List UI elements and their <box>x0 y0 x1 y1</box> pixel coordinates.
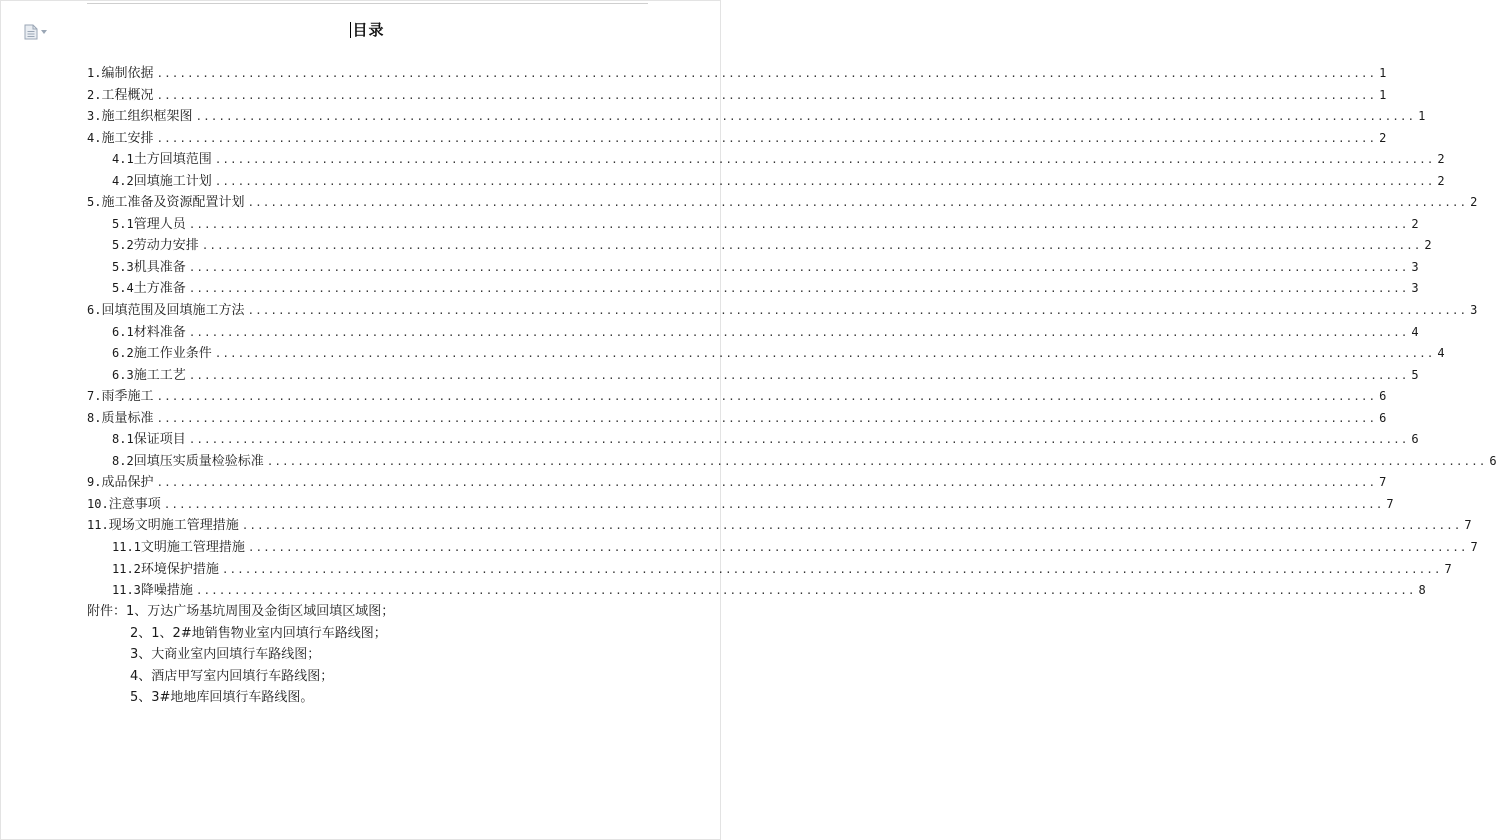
toc-entry-number: 5.4 <box>112 281 134 296</box>
toc-dot-leader: ................................................................................................................................................................ <box>188 325 1409 339</box>
toc-entry-title: 工程概况 <box>101 87 154 103</box>
page-title: 目录 <box>352 21 385 39</box>
toc-entry[interactable] <box>87 385 1387 407</box>
toc-entry-number: 11.3 <box>112 583 141 598</box>
toc-entry-number: 4.2 <box>112 173 134 188</box>
toc-entry[interactable] <box>87 256 1419 278</box>
toc-page-number: 3 <box>1411 281 1419 296</box>
toc-entry-number: 1. <box>87 66 102 80</box>
toc-dot-leader: ................................................................................................................................................................ <box>201 239 1422 253</box>
toc-page-number: 7 <box>1464 518 1472 533</box>
toc-page-number: 6 <box>1379 410 1387 425</box>
toc-dot-leader: ................................................................................................................................................................ <box>188 217 1409 231</box>
toc-entry-number: 11.2 <box>112 561 141 576</box>
toc-dot-leader: ................................................................................................................................................................ <box>241 519 1462 533</box>
toc-entry-title: 保证项目 <box>133 432 186 448</box>
toc-dot-leader: ................................................................................................................................................................ <box>156 476 1377 490</box>
toc-entry-title: 回填压实质量检验标准 <box>133 453 264 469</box>
toc-entry-number: 2. <box>87 87 102 102</box>
toc-entry-number: 8.1 <box>112 432 134 447</box>
toc-entry[interactable] <box>87 234 1432 256</box>
appendix-item: 3、大商业室内回填行车路线图； <box>130 647 321 663</box>
toc-entry-title: 土方回填范围 <box>133 152 212 168</box>
toc-entry-number: 11. <box>87 518 109 533</box>
toc-entry-title: 现场文明施工管理措施 <box>108 518 239 534</box>
toc-dot-leader: ................................................................................................................................................................ <box>221 562 1442 576</box>
toc-entry[interactable] <box>87 536 1478 558</box>
toc-page-number: 2 <box>1437 173 1445 188</box>
toc-dot-leader: ................................................................................................................................................................ <box>195 584 1416 598</box>
toc-entry[interactable] <box>87 299 1478 321</box>
toc-entry[interactable] <box>87 493 1394 515</box>
toc-entry-title: 劳动力安排 <box>133 238 199 254</box>
toc-entry[interactable] <box>87 213 1419 235</box>
toc-entry[interactable] <box>87 428 1419 450</box>
toc-page-number: 6 <box>1411 432 1419 447</box>
toc-page-number: 1 <box>1418 109 1426 124</box>
toc-entry-number: 6.1 <box>112 324 134 339</box>
appendix-item: 附件：1、万达广场基坑周围及金街区域回填区域图； <box>87 604 395 619</box>
toc-page-number: 1 <box>1379 66 1387 80</box>
toc-entry[interactable] <box>87 579 1426 601</box>
toc-entry-number: 9. <box>87 475 102 490</box>
toc-dot-leader: ................................................................................................................................................................ <box>214 347 1435 361</box>
toc-entry-title: 回填施工计划 <box>133 173 212 189</box>
toc-entry[interactable] <box>87 514 1472 536</box>
toc-page-number: 6 <box>1379 389 1387 404</box>
toc-entry-number: 5.2 <box>112 238 134 253</box>
toc-entry[interactable] <box>87 170 1445 192</box>
toc-entry-title: 施工准备及资源配置计划 <box>101 195 245 211</box>
toc-dot-leader: ................................................................................................................................................................ <box>188 260 1409 274</box>
toc-page-number: 7 <box>1470 540 1478 555</box>
toc-entry[interactable] <box>87 148 1445 170</box>
toc-entry[interactable] <box>87 84 1387 106</box>
toc-entry-title: 施工工艺 <box>133 367 186 383</box>
toc-entry-title: 施工作业条件 <box>133 346 212 362</box>
toc-entry-number: 6.3 <box>112 367 134 382</box>
appendix-item: 4、酒店甲写室内回填行车路线图； <box>130 668 334 684</box>
toc-entry-number: 8. <box>87 410 102 425</box>
toc-entry-number: 11.1 <box>112 540 141 555</box>
toc-entry-number: 8.2 <box>112 453 134 468</box>
appendix-item: 5、3#地地库回填行车路线图。 <box>130 690 314 706</box>
toc-dot-leader: ................................................................................................................................................................ <box>188 282 1409 296</box>
toc-entry-number: 6. <box>87 303 102 318</box>
toc-entry-title: 环境保护措施 <box>140 561 219 577</box>
toc-page-number: 2 <box>1424 238 1432 253</box>
toc-entry[interactable] <box>87 364 1419 386</box>
toc-page-number: 3 <box>1411 259 1419 274</box>
toc-entry[interactable] <box>87 450 1497 472</box>
toc-entry-number: 4. <box>87 130 102 145</box>
toc-entry[interactable] <box>87 321 1419 343</box>
toc-dot-leader: ................................................................................................................................................................ <box>156 131 1377 145</box>
toc-page-number: 2 <box>1470 195 1478 210</box>
toc-page-number: 4 <box>1411 324 1419 339</box>
toc-dot-leader: ................................................................................................................................................................ <box>156 67 1377 80</box>
appendix-list <box>87 600 648 708</box>
toc-entry-number: 6.2 <box>112 346 134 361</box>
toc-entry[interactable] <box>87 558 1452 580</box>
toc-dot-leader: ................................................................................................................................................................ <box>214 153 1435 167</box>
toc-page-number: 5 <box>1411 367 1419 382</box>
toc-entry-title: 质量标准 <box>101 410 154 426</box>
toc-dot-leader: ................................................................................................................................................................ <box>156 390 1377 404</box>
toc-entry[interactable] <box>87 62 1387 84</box>
toc-entry-title: 注意事项 <box>108 496 161 512</box>
toc-entry-title: 材料准备 <box>133 324 186 340</box>
toc-dot-leader: ................................................................................................................................................................ <box>195 110 1416 124</box>
toc-entry-number: 4.1 <box>112 152 134 167</box>
toc-page-number: 8 <box>1418 583 1426 598</box>
toc-page-number: 7 <box>1444 561 1452 576</box>
toc-entry[interactable] <box>87 342 1445 364</box>
toc-entry-title: 雨季施工 <box>101 389 154 405</box>
toc-entry[interactable] <box>87 105 1426 127</box>
toc-entry-title: 编制依据 <box>101 66 154 81</box>
toc-entry-number: 7. <box>87 389 102 404</box>
toc-entry[interactable] <box>87 471 1387 493</box>
toc-dot-leader: ................................................................................................................................................................ <box>163 497 1384 511</box>
toc-page-number: 4 <box>1437 346 1445 361</box>
toc-dot-leader: ................................................................................................................................................................ <box>214 174 1435 188</box>
toc-dot-leader: ................................................................................................................................................................ <box>247 196 1468 210</box>
toc-dot-leader: ................................................................................................................................................................ <box>247 541 1468 555</box>
toc-entry[interactable] <box>87 191 1478 213</box>
toc-entry[interactable] <box>87 127 1387 149</box>
toc-dot-leader: ................................................................................................................................................................ <box>156 411 1377 425</box>
toc-entry-title: 管理人员 <box>133 216 186 232</box>
toc-entry[interactable] <box>87 277 1419 299</box>
toc-entry-title: 土方准备 <box>133 281 186 297</box>
appendix-item: 2、1、2#地销售物业室内回填行车路线图； <box>130 625 387 641</box>
toc-page-number: 7 <box>1386 496 1394 511</box>
toc-page-number: 2 <box>1437 152 1445 167</box>
toc-entry[interactable] <box>87 407 1387 429</box>
toc-entry-number: 3. <box>87 109 102 124</box>
toc-page-number: 3 <box>1470 303 1478 318</box>
toc-dot-leader: ................................................................................................................................................................ <box>156 88 1377 102</box>
toc-dot-leader: ................................................................................................................................................................ <box>266 454 1487 468</box>
toc-dot-leader: ................................................................................................................................................................ <box>247 304 1468 318</box>
toc-entry-title: 回填范围及回填施工方法 <box>101 303 245 319</box>
toc-entry-title: 机具准备 <box>133 259 186 275</box>
toc-entry-title: 文明施工管理措施 <box>140 540 245 556</box>
toc-entry-number: 5. <box>87 195 102 210</box>
toc-entry-title: 降噪措施 <box>140 583 193 599</box>
toc-entry-title: 施工安排 <box>101 130 154 146</box>
toc-entry-number: 5.3 <box>112 259 134 274</box>
toc-dot-leader: ................................................................................................................................................................ <box>188 433 1409 447</box>
toc-entry-number: 10. <box>87 496 109 511</box>
toc-dot-leader: ................................................................................................................................................................ <box>188 368 1409 382</box>
toc-entry-title: 施工组织框架图 <box>101 109 193 125</box>
table-of-contents <box>87 62 1497 601</box>
toc-page-number: 6 <box>1489 453 1497 468</box>
toc-page-number: 7 <box>1379 475 1387 490</box>
toc-page-number: 1 <box>1379 87 1387 102</box>
toc-page-number: 2 <box>1411 216 1419 231</box>
page-top-border <box>87 3 648 4</box>
toc-entry-number: 5.1 <box>112 216 134 231</box>
toc-entry-title: 成品保护 <box>101 475 154 491</box>
toc-page-number: 2 <box>1379 130 1387 145</box>
